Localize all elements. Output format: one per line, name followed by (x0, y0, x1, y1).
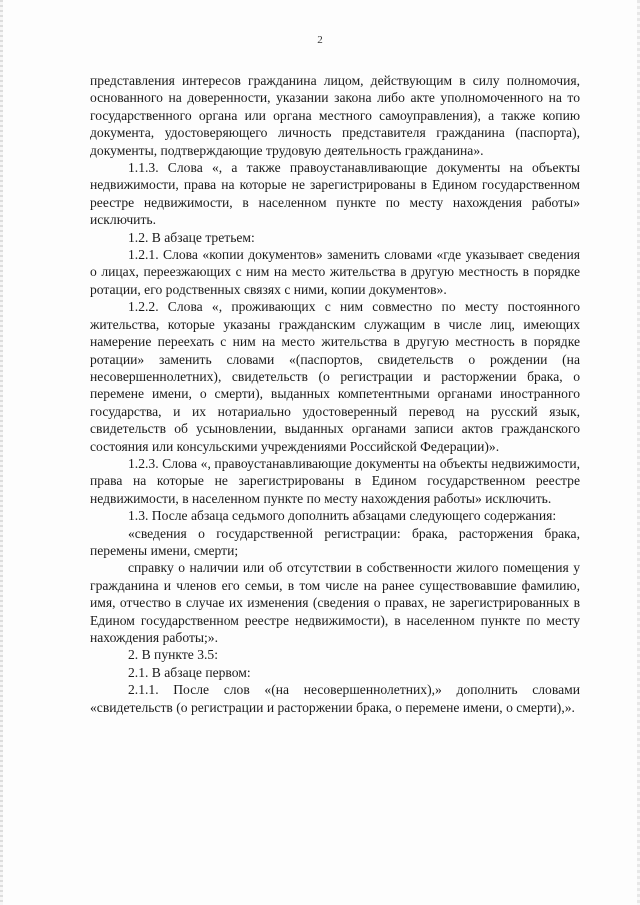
paragraph-quote-certificate: справку о наличии или об отсутствии в собственности жилого помещения у гражданина и членов его семьи, в том числе на ранее существовавшие фамилию, имя, отчество в случае их изменения (сведения о правах, не зарегистрированных в Едином государственном реестре недвижимости), в населенном пункте по месту нахождения работы;». (90, 560, 580, 645)
paragraph-2: 2. В пункте 3.5: (128, 647, 218, 663)
paragraph-2-1: 2.1. В абзаце первом: (128, 664, 251, 680)
paragraph-2-1-1: 2.1.1. После слов «(на несовершеннолетних),» дополнить словами «свидетельств (о регистрации и расторжении брака, о перемене имени, о смерти),». (90, 682, 580, 715)
paragraph-1-2-3: 1.2.3. Слова «, правоустанавливающие документы на объекты недвижимости, права на которые не зарегистрированы в Едином государственном реестре недвижимости, в населенном пункте по месту нахождения работы» исключить. (90, 455, 580, 506)
paragraph-1-1-3: 1.1.3. Слова «, а также правоустанавливающие документы на объекты недвижимости, права на которые не зарегистрированы в Едином государственном реестре недвижимости, в населенном пункте по месту нахождения работы» исключить. (90, 160, 580, 228)
scan-edge-left (0, 0, 3, 905)
paragraph-1-3: 1.3. После абзаца седьмого дополнить абзацами следующего содержания: (128, 508, 557, 524)
page-number: 2 (317, 34, 323, 46)
paragraph-quote-registration: «сведения о государственной регистрации: брака, расторжения брака, перемены имени, смерти; (90, 525, 580, 558)
paragraph-1-2-2: 1.2.2. Слова «, проживающих с ним совместно по месту постоянного жительства, которые указаны гражданским служащим в числе лиц, имеющих намерение переехать с ним на место жительства в другую местность в порядке ротации» заменить словами «(паспортов, свидетельств о рождении (на несовершеннолетних), свидетельств (о регистрации и расторжении брака, о перемене имени, о смерти), выданных компетентными органами иностранного государства, и их нотариально удостоверенный перевод на русский язык, свидетельств об усыновлении, выданных органами записи актов гражданского состояния или консульскими учреждениями Российской Федерации)». (90, 299, 580, 454)
paragraph-1-2-1: 1.2.1. Слова «копии документов» заменить словами «где указывает сведения о лицах, переезжающих с ним на место жительства в другую местность в порядке ротации, его родственных связях с ними, копии документов». (90, 247, 580, 297)
paragraph-continuation: представления интересов гражданина лицом, действующим в силу полномочия, основанного на доверенности, указании закона либо акте уполномоченного на то государственного органа или органа местного самоуправления), а также копию документа, удостоверяющего личность представителя гражданина (паспорта), документы, подтверждающие трудовую деятельность гражданина». (90, 73, 580, 158)
paragraph-1-2: 1.2. В абзаце третьем: (128, 229, 255, 245)
document-body (90, 72, 580, 716)
